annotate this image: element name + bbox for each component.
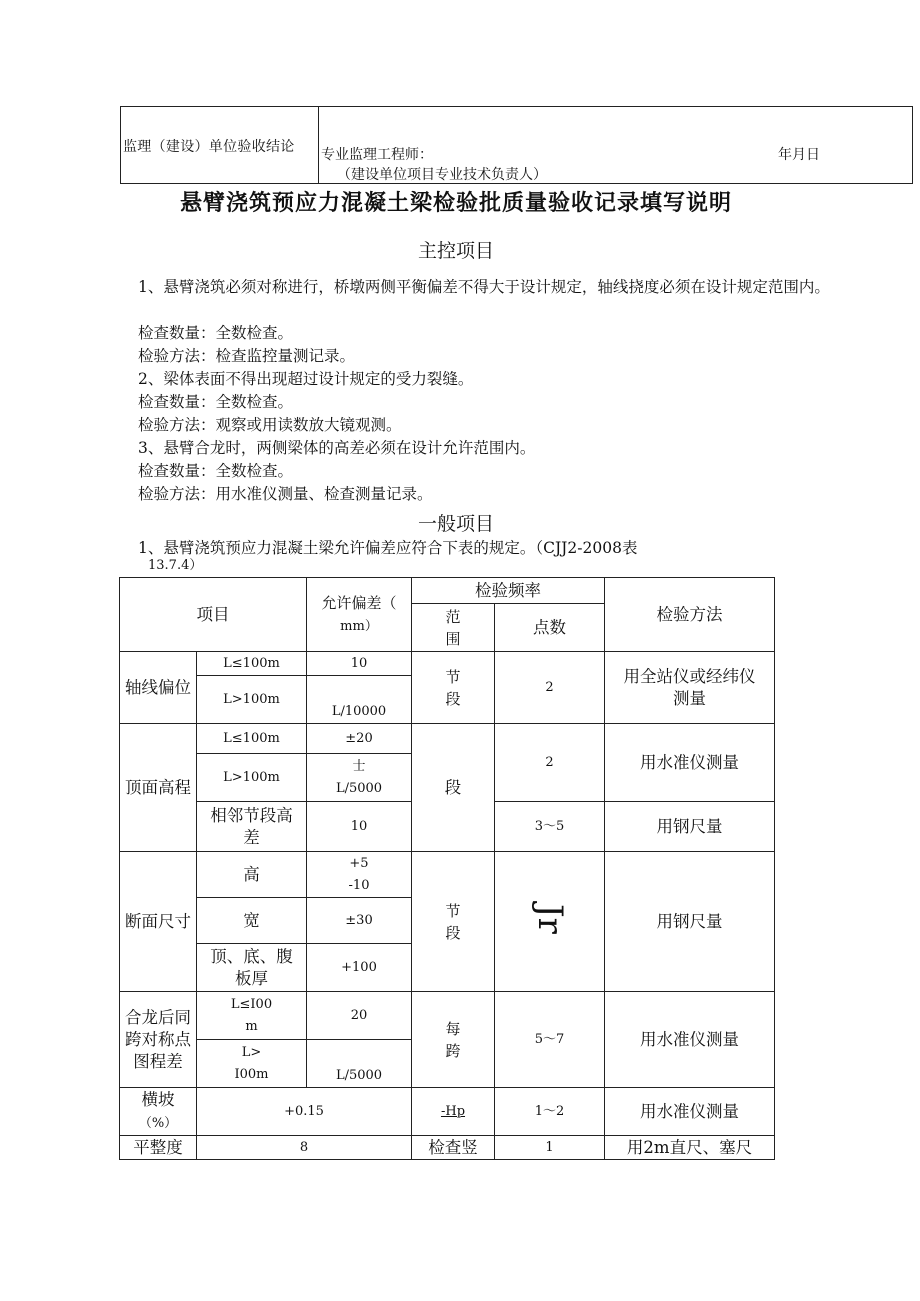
flatness-points: 1: [495, 1136, 605, 1160]
general-intro: 1、悬臂浇筑预应力混凝土梁允许偏差应符合下表的规定。（CJJ2-2008表: [138, 539, 638, 557]
responsible-label: （建设单位项目专业技术负责人）: [337, 167, 547, 183]
closure-val1: 20: [307, 992, 412, 1040]
slope-scope: -Hp: [412, 1088, 495, 1136]
axis-points: 2: [495, 652, 605, 724]
header-points: 点数: [495, 604, 605, 652]
tolerance-table: [119, 577, 775, 1160]
general-intro-ref: 13.7.4）: [148, 558, 203, 573]
axis-val2: L/10000: [307, 676, 412, 724]
conclusion-label: 监理（建设）单位验收结论: [123, 139, 295, 155]
elevation-sub2: L>100m: [197, 754, 307, 802]
main-control-heading: 主控项目: [417, 240, 494, 262]
closure-sub1: L≤I00 m: [197, 992, 307, 1040]
header-method: 检验方法: [605, 578, 775, 652]
closure-name: 合龙后同 跨对称点 图程差: [120, 992, 197, 1088]
closure-sub2: L> I00m: [197, 1040, 307, 1088]
main-control-line: 检查数量：全数检查。: [138, 462, 294, 480]
main-control-line: 1、悬臂浇筑必须对称进行，桥墩两侧平衡偏差不得大于设计规定，轴线挠度必须在设计规定范围内。: [138, 278, 830, 296]
section-name: 断面尺寸: [120, 852, 197, 992]
axis-method: 用全站仪或经纬仪 测量: [605, 652, 775, 724]
section-sub3: 顶、底、腹 板厚: [197, 944, 307, 992]
axis-sub2: L>100m: [197, 676, 307, 724]
header-scope: 范 围: [412, 604, 495, 652]
main-control-line: 检验方法：检查监控量测记录。: [138, 347, 356, 365]
elevation-sub3: 相邻节段高 差: [197, 802, 307, 852]
general-heading: 一般项目: [417, 513, 494, 535]
main-control-line: 检验方法：用水准仪测量、检查测量记录。: [138, 485, 433, 503]
elevation-name: 顶面高程: [120, 724, 197, 852]
section-val2: ±30: [307, 898, 412, 944]
axis-sub1: L≤100m: [197, 652, 307, 676]
section-sub1: 高: [197, 852, 307, 898]
slope-points: 1～2: [495, 1088, 605, 1136]
closure-method: 用水准仪测量: [605, 992, 775, 1088]
main-control-line: 2、梁体表面不得出现超过设计规定的受力裂缝。: [138, 370, 474, 388]
flatness-val: 8: [197, 1136, 412, 1160]
flatness-method: 用2m直尺、塞尺: [605, 1136, 775, 1160]
section-scope: 节 段: [412, 852, 495, 992]
main-control-line: 检查数量：全数检查。: [138, 393, 294, 411]
section-sub2: 宽: [197, 898, 307, 944]
engineer-label: 专业监理工程师：: [321, 147, 433, 163]
flatness-scope: 检查竖: [412, 1136, 495, 1160]
closure-scope: 每 跨: [412, 992, 495, 1088]
elevation-val2: 士 L/5000: [307, 754, 412, 802]
section-points: Jr: [495, 852, 605, 992]
signoff-box: [120, 106, 913, 184]
elevation-val1: ±20: [307, 724, 412, 754]
elevation-points1: 2: [495, 724, 605, 802]
elevation-val3: 10: [307, 802, 412, 852]
closure-val2: L/5000: [307, 1040, 412, 1088]
section-val1: +5 -10: [307, 852, 412, 898]
main-control-line: 检验方法：观察或用读数放大镜观测。: [138, 416, 402, 434]
elevation-method3: 用钢尺量: [605, 802, 775, 852]
section-val3: +100: [307, 944, 412, 992]
signoff-divider: [318, 107, 319, 183]
date-label: 年月日: [778, 147, 820, 163]
slope-method: 用水准仪测量: [605, 1088, 775, 1136]
main-control-line: 3、悬臂合龙时，两侧梁体的高差必须在设计允许范围内。: [138, 439, 536, 457]
closure-points: 5～7: [495, 992, 605, 1088]
axis-scope: 节 段: [412, 652, 495, 724]
elevation-scope: 段: [412, 724, 495, 852]
flatness-name: 平整度: [120, 1136, 197, 1160]
slope-name: 横坡 （%）: [120, 1088, 197, 1136]
main-control-line: 检查数量：全数检查。: [138, 324, 294, 342]
header-item: 项目: [120, 578, 307, 652]
header-frequency: 检验频率: [412, 578, 605, 604]
elevation-points3: 3～5: [495, 802, 605, 852]
header-tolerance: 允许偏差（ mm）: [307, 578, 412, 652]
elevation-method1: 用水准仪测量: [605, 724, 775, 802]
slope-val: +0.15: [197, 1088, 412, 1136]
axis-name: 轴线偏位: [120, 652, 197, 724]
elevation-sub1: L≤100m: [197, 724, 307, 754]
axis-val1: 10: [307, 652, 412, 676]
section-method: 用钢尺量: [605, 852, 775, 992]
document-title: 悬臂浇筑预应力混凝土梁检验批质量验收记录填写说明: [179, 191, 732, 216]
